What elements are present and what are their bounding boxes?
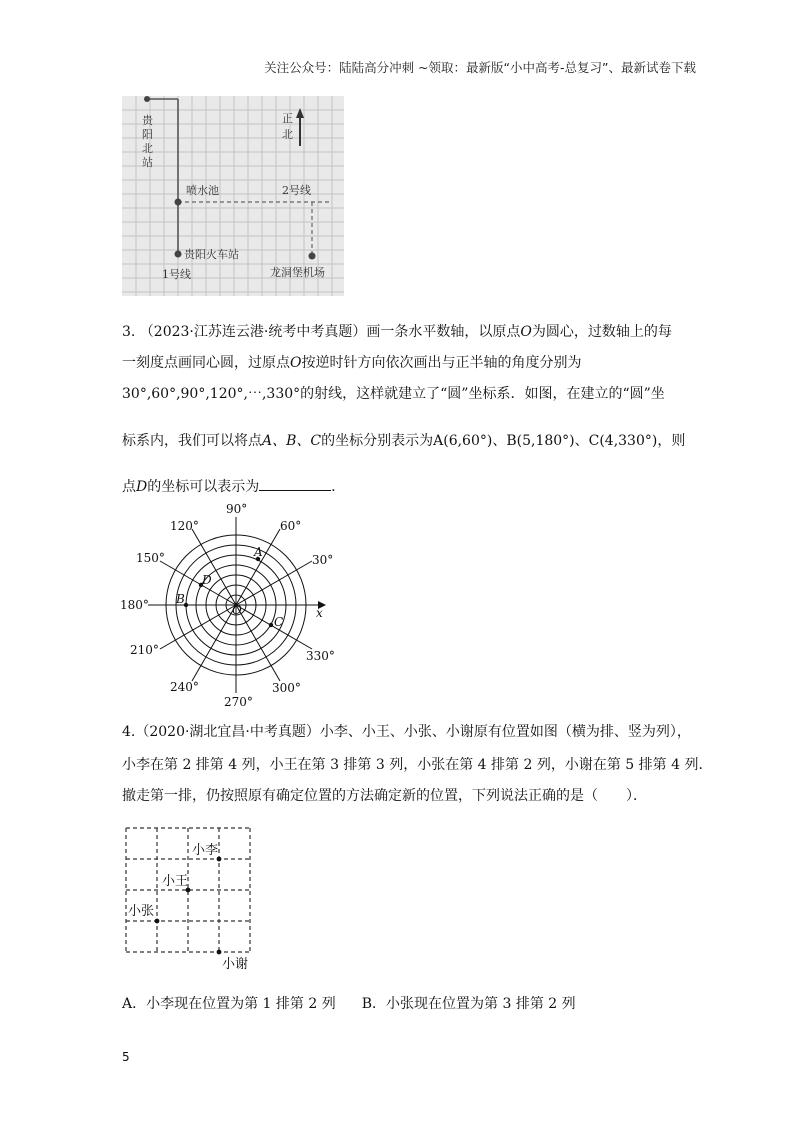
svg-text:北: 北: [142, 142, 153, 155]
xiaozhang-dot: [155, 919, 160, 924]
q3-line4: 标系内，我们可以将点A、B、C的坐标分别表示为A(6,60°)、B(5,180°)、C(4,330°)，则: [122, 433, 686, 449]
station-dot: [175, 199, 182, 206]
angle-label: 270°: [224, 695, 253, 709]
svg-text:北: 北: [282, 128, 293, 141]
xiaoxie-label: 小谢: [222, 957, 249, 972]
angle-label: 240°: [170, 680, 199, 694]
x-axis-label: x: [316, 606, 323, 620]
seating-grid-figure: [122, 826, 262, 972]
angle-label: 60°: [280, 519, 302, 533]
metro-map-figure: [122, 96, 344, 296]
xiaowang-label: 小王: [162, 874, 189, 889]
xiaoxie-dot: [217, 950, 222, 955]
q4-options: [122, 994, 682, 1014]
angle-label: 300°: [272, 681, 301, 695]
station-dot: [309, 253, 316, 260]
station-label: 龙洞堡机场: [270, 266, 325, 279]
point-c-label: C: [274, 615, 284, 629]
origin-label: O: [232, 603, 242, 617]
line-label: 1号线: [162, 268, 191, 281]
point-b-label: B: [176, 592, 185, 606]
station-dot: [144, 96, 150, 102]
option-b[interactable]: B．小张现在位置为第 3 排第 2 列: [361, 996, 576, 1012]
q4-line3: 撤走第一排，仍按照原有确定位置的方法确定新的位置，下列说法正确的是（ ）．: [122, 788, 647, 804]
angle-label: 210°: [130, 643, 159, 657]
q3-line2: 一刻度点画同心圆，过原点O按逆时针方向依次画出与正半轴的角度分别为: [122, 355, 582, 371]
xiaozhang-label: 小张: [128, 904, 155, 919]
station-label: 喷水池: [186, 184, 219, 197]
polar-coordinate-figure: [120, 500, 340, 710]
north-label: 正: [282, 112, 293, 125]
q4-line1: 4.（2020·湖北宜昌·中考真题）小李、小王、小张、小谢原有位置如图（横为排、竖为列），: [122, 724, 691, 740]
angle-label: 180°: [120, 598, 149, 612]
point-a-label: A: [254, 545, 263, 559]
page-header: 关注公众号：陆陆高分冲刺 ~领取：最新版“小中高考-总复习”、最新试卷下载: [264, 60, 696, 75]
svg-text:站: 站: [142, 156, 153, 169]
angle-label: 120°: [170, 519, 199, 533]
xiaoli-label: 小李: [192, 843, 219, 858]
answer-blank[interactable]: [259, 476, 331, 491]
point-d-label: D: [202, 573, 212, 587]
q3-line1: 3. （2023·江苏连云港·统考中考真题）画一条水平数轴，以原点O为圆心，过数轴上的每: [122, 324, 672, 340]
station-dot: [175, 251, 182, 258]
angle-label: 30°: [312, 553, 334, 567]
q3-line5: 点D的坐标可以表示为 ．: [122, 476, 682, 497]
station-label: 贵: [142, 114, 153, 127]
point-c-dot: [269, 623, 273, 627]
station-label: 贵阳火车站: [184, 248, 239, 261]
angle-label: 150°: [136, 551, 165, 565]
svg-text:阳: 阳: [142, 128, 153, 141]
page-number: 5: [122, 1050, 130, 1064]
q3-line3: 30°,60°,90°,120°,⋯,330°的射线，这样就建立了“圆”坐标系．如图，在建立的“圆”坐: [122, 386, 665, 402]
option-a[interactable]: A．小李现在位置为第 1 排第 2 列: [122, 996, 336, 1012]
line-label: 2号线: [282, 184, 311, 197]
q4-line2: 小李在第 2 排第 4 列，小王在第 3 排第 3 列，小张在第 4 排第 2 列，小谢在第 5 排第 4 列．: [122, 757, 713, 773]
angle-label: 330°: [306, 649, 335, 663]
angle-label: 90°: [226, 502, 248, 516]
